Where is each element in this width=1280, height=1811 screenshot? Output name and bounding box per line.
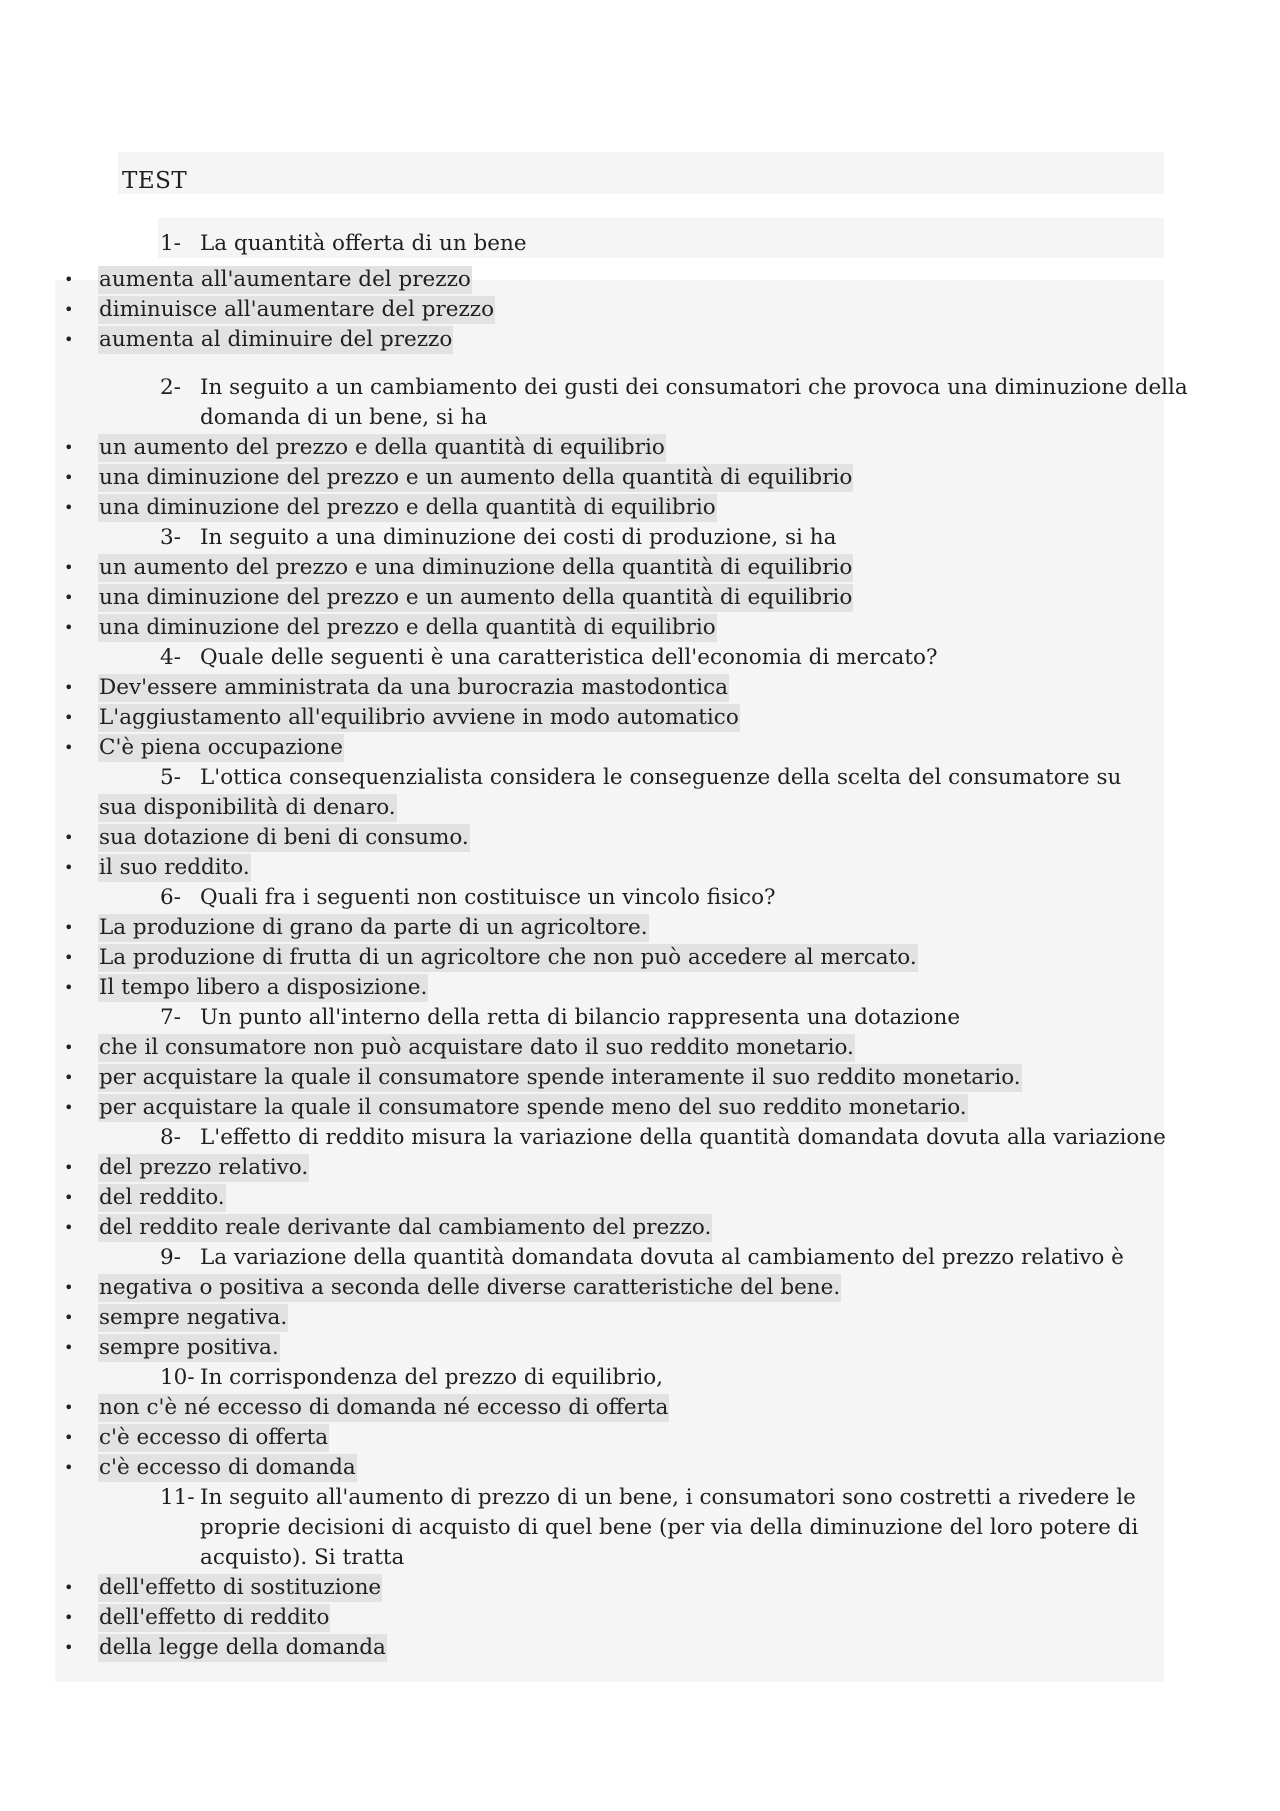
option-text: La produzione di grano da parte di un agricoltore. <box>99 915 648 940</box>
question-8 <box>60 1123 1200 1153</box>
option-4b <box>60 703 1160 733</box>
bullet-icon: • <box>64 1188 74 1207</box>
option-text: aumenta al diminuire del prezzo <box>99 327 453 352</box>
option-9b <box>60 1303 1160 1333</box>
option-5b <box>60 823 1160 853</box>
question-5 <box>60 763 1200 793</box>
question-text: L'effetto di reddito misura la variazione della quantità domandata dovuta alla variazione <box>200 1125 1166 1150</box>
option-10b <box>60 1423 1160 1453</box>
bullet-icon: • <box>64 1218 74 1237</box>
option-text: del reddito. <box>99 1185 225 1210</box>
option-text: un aumento del prezzo e della quantità di equilibrio <box>99 435 665 460</box>
option-text: del prezzo relativo. <box>99 1155 309 1180</box>
option-text: una diminuzione del prezzo e un aumento della quantità di equilibrio <box>99 585 853 610</box>
option-3c <box>60 613 1160 643</box>
bullet-icon: • <box>64 1638 74 1657</box>
question-text: In seguito all'aumento di prezzo di un bene, i consumatori sono costretti a rivedere le proprie decisioni di acquisto di quel bene (per via della diminuzione del loro potere di acquisto). Si tratta <box>200 1485 1139 1570</box>
option-2c <box>60 493 1160 523</box>
question-3 <box>60 523 1200 553</box>
question-number: 1- <box>160 231 181 256</box>
option-5c <box>60 853 1160 883</box>
question-text: La variazione della quantità domandata dovuta al cambiamento del prezzo relativo è <box>200 1245 1124 1270</box>
question-number: 2- <box>160 375 181 400</box>
option-text: del reddito reale derivante dal cambiamento del prezzo. <box>99 1215 712 1240</box>
option-4c <box>60 733 1160 763</box>
bullet-icon: • <box>64 438 74 457</box>
option-4a <box>60 673 1160 703</box>
bullet-icon: • <box>64 300 74 319</box>
option-text: sempre positiva. <box>99 1335 279 1360</box>
question-4 <box>60 643 1200 673</box>
question-text: Quali fra i seguenti non costituisce un vincolo fisico? <box>200 885 776 910</box>
bullet-icon: • <box>64 708 74 727</box>
bullet-icon: • <box>64 978 74 997</box>
question-text: L'ottica consequenzialista considera le conseguenze della scelta del consumatore su <box>200 765 1122 790</box>
option-7c <box>60 1093 1160 1123</box>
option-text: una diminuzione del prezzo e un aumento della quantità di equilibrio <box>99 465 853 490</box>
question-11 <box>60 1483 1200 1573</box>
option-1a <box>60 265 1160 295</box>
option-11a <box>60 1573 1160 1603</box>
option-10c <box>60 1453 1160 1483</box>
bullet-icon: • <box>64 678 74 697</box>
option-7b <box>60 1063 1160 1093</box>
document-title: TEST <box>122 168 188 194</box>
option-text: per acquistare la quale il consumatore spende interamente il suo reddito monetario. <box>99 1065 1021 1090</box>
question-10 <box>60 1363 1200 1393</box>
bullet-icon: • <box>64 1038 74 1057</box>
option-text: che il consumatore non può acquistare dato il suo reddito monetario. <box>99 1035 854 1060</box>
option-text: sua dotazione di beni di consumo. <box>99 825 469 850</box>
option-3a <box>60 553 1160 583</box>
question-number: 8- <box>160 1125 181 1150</box>
question-text: In seguito a un cambiamento dei gusti dei consumatori che provoca una diminuzione della domanda di un bene, si ha <box>200 375 1188 430</box>
option-text: negativa o positiva a seconda delle diverse caratteristiche del bene. <box>99 1275 841 1300</box>
question-1 <box>60 229 1200 259</box>
bullet-icon: • <box>64 918 74 937</box>
bullet-icon: • <box>64 1338 74 1357</box>
bullet-icon: • <box>64 468 74 487</box>
option-text: una diminuzione del prezzo e della quantità di equilibrio <box>99 615 716 640</box>
option-6b <box>60 943 1160 973</box>
question-number: 11- <box>160 1485 195 1510</box>
option-text: Il tempo libero a disposizione. <box>99 975 428 1000</box>
option-text: una diminuzione del prezzo e della quantità di equilibrio <box>99 495 716 520</box>
question-text: Quale delle seguenti è una caratteristica dell'economia di mercato? <box>200 645 938 670</box>
option-text: della legge della domanda <box>99 1635 386 1660</box>
option-text: non c'è né eccesso di domanda né eccesso di offerta <box>99 1395 669 1420</box>
option-10a <box>60 1393 1160 1423</box>
option-9a <box>60 1273 1160 1303</box>
option-5a <box>60 793 1160 823</box>
question-text: In corrispondenza del prezzo di equilibrio, <box>200 1365 664 1390</box>
question-9 <box>60 1243 1200 1273</box>
option-text: diminuisce all'aumentare del prezzo <box>99 297 495 322</box>
bullet-icon: • <box>64 330 74 349</box>
question-number: 10- <box>160 1365 195 1390</box>
bullet-icon: • <box>64 1068 74 1087</box>
option-text: La produzione di frutta di un agricoltore che non può accedere al mercato. <box>99 945 917 970</box>
option-8a <box>60 1153 1160 1183</box>
question-number: 6- <box>160 885 181 910</box>
option-text: dell'effetto di reddito <box>99 1605 330 1630</box>
option-text: per acquistare la quale il consumatore spende meno del suo reddito monetario. <box>99 1095 967 1120</box>
bullet-icon: • <box>64 558 74 577</box>
question-number: 9- <box>160 1245 181 1270</box>
option-text: sempre negativa. <box>99 1305 288 1330</box>
bullet-icon: • <box>64 1308 74 1327</box>
option-text: C'è piena occupazione <box>99 735 343 760</box>
question-number: 7- <box>160 1005 181 1030</box>
bullet-icon: • <box>64 1578 74 1597</box>
option-6c <box>60 973 1160 1003</box>
question-7 <box>60 1003 1200 1033</box>
option-text: c'è eccesso di offerta <box>99 1425 329 1450</box>
option-7a <box>60 1033 1160 1063</box>
bullet-icon: • <box>64 1458 74 1477</box>
bullet-icon: • <box>64 1608 74 1627</box>
option-text: un aumento del prezzo e una diminuzione della quantità di equilibrio <box>99 555 853 580</box>
bullet-icon: • <box>64 1098 74 1117</box>
option-9c <box>60 1333 1160 1363</box>
bullet-icon: • <box>64 948 74 967</box>
option-text: Dev'essere amministrata da una burocrazia mastodontica <box>99 675 728 700</box>
question-2 <box>60 373 1200 433</box>
question-text: Un punto all'interno della retta di bilancio rappresenta una dotazione <box>200 1005 961 1030</box>
bullet-icon: • <box>64 1428 74 1447</box>
option-3b <box>60 583 1160 613</box>
bullet-icon: • <box>64 270 74 289</box>
option-2b <box>60 463 1160 493</box>
question-number: 4- <box>160 645 181 670</box>
question-number: 5- <box>160 765 181 790</box>
bullet-icon: • <box>64 588 74 607</box>
question-6 <box>60 883 1200 913</box>
option-1c <box>60 325 1160 355</box>
option-text: sua disponibilità di denaro. <box>99 795 396 820</box>
option-6a <box>60 913 1160 943</box>
option-11b <box>60 1603 1160 1633</box>
option-1b <box>60 295 1160 325</box>
bullet-icon: • <box>64 828 74 847</box>
question-text: La quantità offerta di un bene <box>200 231 527 256</box>
bullet-icon: • <box>64 738 74 757</box>
option-text: c'è eccesso di domanda <box>99 1455 356 1480</box>
bullet-icon: • <box>64 858 74 877</box>
option-text: il suo reddito. <box>99 855 250 880</box>
bullet-icon: • <box>64 618 74 637</box>
question-number: 3- <box>160 525 181 550</box>
bullet-icon: • <box>64 498 74 517</box>
title-band <box>118 152 1164 194</box>
option-text: dell'effetto di sostituzione <box>99 1575 382 1600</box>
question-list <box>60 229 1188 1663</box>
option-text: L'aggiustamento all'equilibrio avviene in modo automatico <box>99 705 739 730</box>
bullet-icon: • <box>64 1278 74 1297</box>
question-text: In seguito a una diminuzione dei costi di produzione, si ha <box>200 525 837 550</box>
option-11c <box>60 1633 1160 1663</box>
option-8b <box>60 1183 1160 1213</box>
bullet-icon: • <box>64 1398 74 1417</box>
option-text: aumenta all'aumentare del prezzo <box>99 267 471 292</box>
option-8c <box>60 1213 1160 1243</box>
option-2a <box>60 433 1160 463</box>
bullet-icon: • <box>64 1158 74 1177</box>
